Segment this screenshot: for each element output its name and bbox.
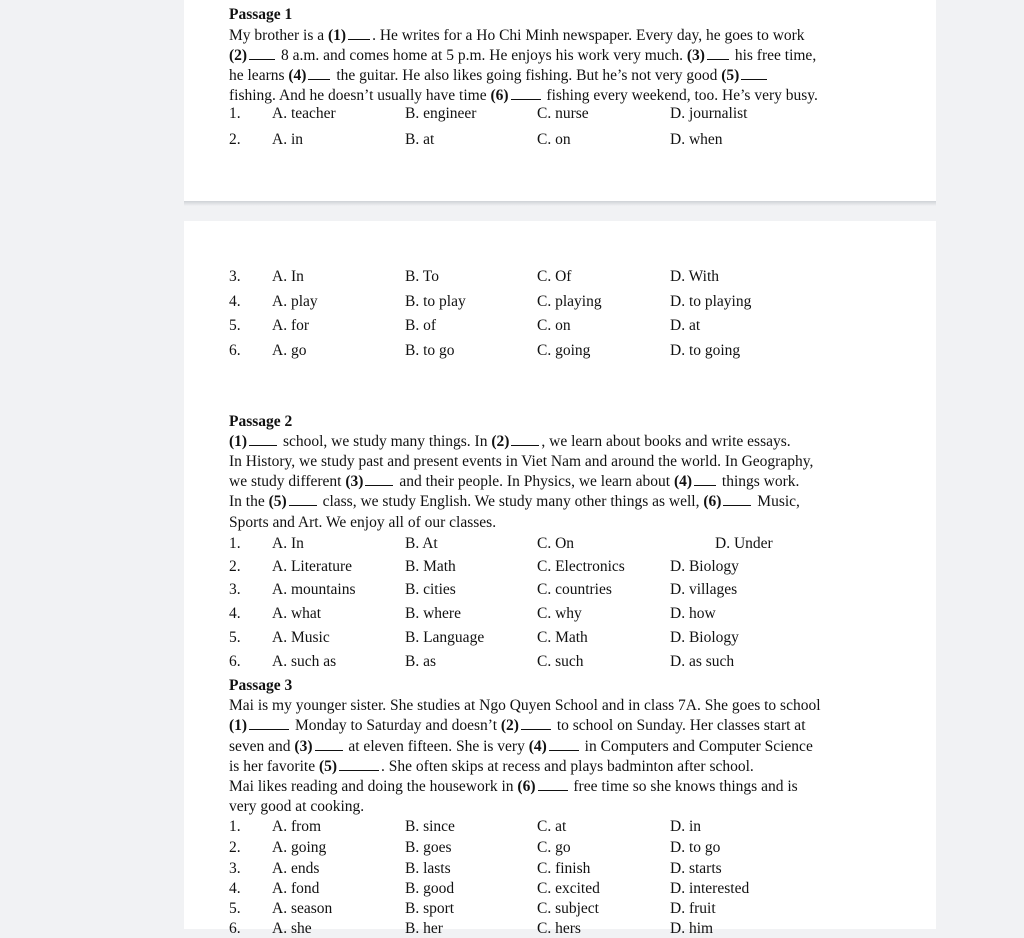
question-number: 1. bbox=[229, 105, 241, 122]
answer-option-d: D. villages bbox=[670, 581, 738, 598]
answer-option-d: D. journalist bbox=[670, 105, 748, 122]
answer-option-b: B. At bbox=[405, 535, 438, 552]
passage-3-line-3: seven and (3) at eleven fifteen. She is very (4) in Computers and Computer Science bbox=[229, 738, 813, 755]
answer-option-c: C. finish bbox=[537, 860, 591, 877]
question-number: 2. bbox=[229, 131, 241, 148]
answer-option-c: C. countries bbox=[537, 581, 612, 598]
answer-option-b: B. sport bbox=[405, 900, 455, 917]
answer-option-c: C. Electronics bbox=[537, 558, 625, 575]
answer-option-a: A. going bbox=[272, 839, 327, 856]
answer-option-c: C. Math bbox=[537, 629, 588, 646]
answer-option-a: A. play bbox=[272, 293, 318, 310]
answer-option-c: C. On bbox=[537, 535, 575, 552]
question-number: 1. bbox=[229, 818, 241, 835]
answer-option-a: A. in bbox=[272, 131, 303, 148]
answer-option-c: C. at bbox=[537, 818, 567, 835]
answer-option-d: D. to playing bbox=[670, 293, 752, 310]
question-number: 3. bbox=[229, 581, 241, 598]
answer-option-b: B. good bbox=[405, 880, 455, 897]
answer-option-a: A. ends bbox=[272, 860, 320, 877]
question-number: 6. bbox=[229, 920, 241, 937]
answer-option-b: B. Language bbox=[405, 629, 485, 646]
answer-option-a: A. In bbox=[272, 268, 304, 285]
answer-option-b: B. at bbox=[405, 131, 435, 148]
answer-option-a: A. what bbox=[272, 605, 322, 622]
passage-1-line-3: he learns (4) the guitar. He also likes going fishing. But he’s not very good (5) bbox=[229, 66, 769, 85]
question-number: 3. bbox=[229, 268, 241, 285]
question-number: 1. bbox=[229, 535, 241, 552]
answer-option-d: D. as such bbox=[670, 653, 735, 670]
answer-option-a: A. Music bbox=[272, 629, 330, 646]
answer-option-c: C. on bbox=[537, 131, 571, 148]
answer-option-d: D. With bbox=[670, 268, 720, 285]
answer-option-a: A. from bbox=[272, 818, 322, 835]
answer-option-a: A. fond bbox=[272, 880, 320, 897]
answer-option-b: B. goes bbox=[405, 839, 452, 856]
answer-option-a: A. In bbox=[272, 535, 304, 552]
passage-3-line-4: is her favorite (5) . She often skips at recess and plays badminton after school. bbox=[229, 758, 754, 775]
passage-1-line-2: (2) 8 a.m. and comes home at 5 p.m. He enjoys his work very much. (3) his free time, bbox=[229, 47, 817, 64]
passage-3-line-5: Mai likes reading and doing the housework in (6) free time so she knows things and is bbox=[229, 778, 798, 795]
answer-option-b: B. where bbox=[405, 605, 461, 622]
answer-option-c: C. such bbox=[537, 653, 584, 670]
question-number: 4. bbox=[229, 605, 241, 622]
answer-option-b: B. To bbox=[405, 268, 439, 285]
passage-2-line-4: In the (5) class, we study English. We study many other things as well, (6) Music, bbox=[229, 493, 800, 510]
answer-option-b: B. Math bbox=[405, 558, 456, 575]
question-number: 5. bbox=[229, 629, 241, 646]
passage-3-line-2: (1) Monday to Saturday and doesn’t (2) to school on Sunday. Her classes start at bbox=[229, 717, 806, 734]
question-number: 6. bbox=[229, 653, 241, 670]
answer-option-c: C. hers bbox=[537, 920, 581, 937]
answer-option-d: D. in bbox=[670, 818, 701, 835]
answer-option-a: A. mountains bbox=[272, 581, 356, 598]
answer-option-c: C. going bbox=[537, 342, 591, 359]
passage-1-line-1: My brother is a (1) . He writes for a Ho Chi Minh newspaper. Every day, he goes to work bbox=[229, 27, 805, 44]
answer-option-a: A. go bbox=[272, 342, 307, 359]
passage-1-title: Passage 1 bbox=[229, 6, 293, 23]
answer-option-a: A. such as bbox=[272, 653, 337, 670]
answer-option-d: D. when bbox=[670, 131, 723, 148]
question-number: 2. bbox=[229, 558, 241, 575]
answer-option-a: A. for bbox=[272, 317, 310, 334]
answer-option-d: D. to going bbox=[670, 342, 741, 359]
answer-option-b: B. of bbox=[405, 317, 436, 334]
answer-option-a: A. she bbox=[272, 920, 312, 937]
passage-3-title: Passage 3 bbox=[229, 677, 293, 694]
answer-option-c: C. playing bbox=[537, 293, 602, 310]
passage-2-line-5: Sports and Art. We enjoy all of our classes. bbox=[229, 514, 497, 531]
answer-option-b: B. her bbox=[405, 920, 443, 937]
question-number: 4. bbox=[229, 293, 241, 310]
answer-option-d: D. Biology bbox=[670, 558, 739, 575]
answer-option-b: B. engineer bbox=[405, 105, 477, 122]
answer-option-b: B. to play bbox=[405, 293, 466, 310]
answer-option-c: C. nurse bbox=[537, 105, 589, 122]
answer-option-c: C. excited bbox=[537, 880, 600, 897]
passage-2-line-2: In History, we study past and present events in Viet Nam and around the world. In Geography, bbox=[229, 453, 814, 470]
answer-option-d: D. how bbox=[670, 605, 716, 622]
answer-option-b: B. cities bbox=[405, 581, 456, 598]
answer-option-d: D. to go bbox=[670, 839, 721, 856]
question-number: 3. bbox=[229, 860, 241, 877]
answer-option-d: D. fruit bbox=[670, 900, 716, 917]
passage-3-line-1: Mai is my younger sister. She studies at Ngo Quyen School and in class 7A. She goes to school bbox=[229, 697, 821, 714]
answer-option-d: D. interested bbox=[670, 880, 750, 897]
answer-option-b: B. as bbox=[405, 653, 436, 670]
answer-option-c: C. why bbox=[537, 605, 582, 622]
answer-option-d: D. at bbox=[670, 317, 701, 334]
question-number: 2. bbox=[229, 839, 241, 856]
answer-option-b: B. to go bbox=[405, 342, 455, 359]
answer-option-d: D. starts bbox=[670, 860, 722, 877]
answer-option-d: D. Under bbox=[715, 535, 773, 552]
answer-option-c: C. Of bbox=[537, 268, 572, 285]
answer-option-c: C. subject bbox=[537, 900, 599, 917]
question-number: 6. bbox=[229, 342, 241, 359]
answer-option-c: C. on bbox=[537, 317, 571, 334]
passage-3-line-6: very good at cooking. bbox=[229, 798, 365, 815]
answer-option-a: A. teacher bbox=[272, 105, 336, 122]
question-number: 5. bbox=[229, 900, 241, 917]
passage-2-title: Passage 2 bbox=[229, 413, 293, 430]
answer-option-b: B. since bbox=[405, 818, 455, 835]
passage-2-line-1: (1) school, we study many things. In (2) , we learn about books and write essays. bbox=[229, 433, 791, 450]
question-number: 4. bbox=[229, 880, 241, 897]
passage-2-line-3: we study different (3) and their people. In Physics, we learn about (4) things work. bbox=[229, 473, 800, 490]
question-number: 5. bbox=[229, 317, 241, 334]
answer-option-b: B. lasts bbox=[405, 860, 451, 877]
answer-option-d: D. him bbox=[670, 920, 714, 937]
passage-1-line-4: fishing. And he doesn’t usually have time (6) fishing every weekend, too. He’s very busy. bbox=[229, 87, 818, 104]
answer-option-a: A. Literature bbox=[272, 558, 353, 575]
answer-option-d: D. Biology bbox=[670, 629, 739, 646]
answer-option-c: C. go bbox=[537, 839, 571, 856]
answer-option-a: A. season bbox=[272, 900, 333, 917]
